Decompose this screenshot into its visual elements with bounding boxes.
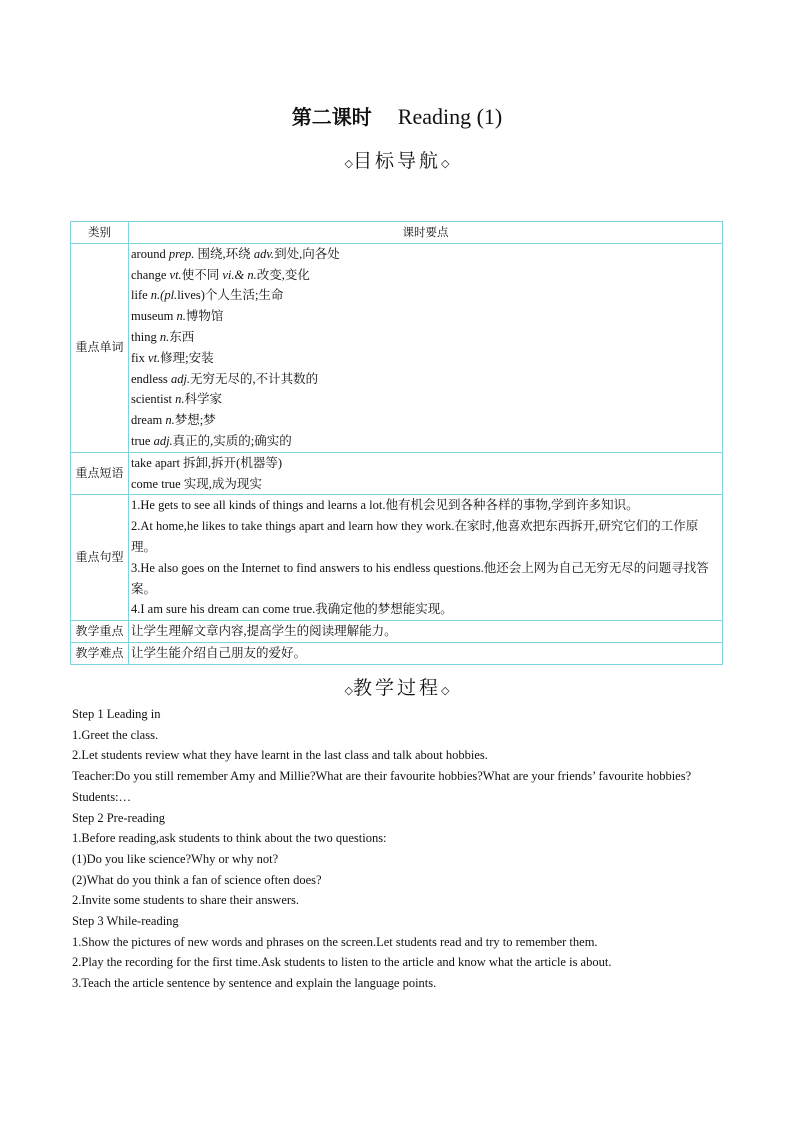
word-item: scientist n.科学家 — [131, 392, 222, 407]
words-list — [129, 243, 723, 452]
process-line: 1.Greet the class. — [72, 727, 159, 742]
sentence-item: 3.He also goes on the Internet to find answers to his endless questions.他还会上网为自己无穷无尽的问题寻找答案。 — [131, 560, 709, 596]
word-item: life n.(pl.lives)个人生活;生命 — [131, 288, 284, 303]
sentence-item: 2.At home,he likes to take things apart and learn how they work.在家时,他喜欢把东西拆开,研究它们的工作原理。 — [131, 519, 699, 554]
lesson-plan-table — [70, 221, 723, 665]
process-line: 2.Let students review what they have learnt in the last class and talk about hobbies. — [72, 748, 488, 763]
phrases-row — [71, 452, 723, 495]
process-line: 1.Show the pictures of new words and phrases on the screen.Let students read and try to remember them. — [72, 934, 598, 949]
word-item: change vt.使不同 vi.& n.改变,变化 — [131, 267, 310, 282]
diamond-icon: ◇ — [441, 684, 450, 697]
sentence-item: 4.I am sure his dream can come true.我确定他的梦想能实现。 — [131, 602, 453, 617]
sentences-list — [129, 495, 723, 621]
phrases-category: 重点短语 — [71, 452, 129, 495]
word-item: endless adj.无穷无尽的,不计其数的 — [131, 371, 319, 386]
process-line: (1)Do you like science?Why or why not? — [72, 851, 279, 866]
word-item: thing n.东西 — [131, 329, 195, 344]
words-category: 重点单词 — [71, 243, 129, 452]
process-line: Step 2 Pre-reading — [72, 810, 166, 825]
process-line: Step 1 Leading in — [72, 707, 161, 721]
process-line: 1.Before reading,ask students to think about the two questions: — [72, 831, 387, 846]
diamond-icon: ◇ — [441, 157, 450, 170]
process-line: 2.Invite some students to share their answers. — [72, 893, 300, 908]
process-line: 3.Teach the article sentence by sentence and explain the language points. — [72, 976, 437, 991]
process-line: Teacher:Do you still remember Amy and Millie?What are their favourite hobbies?What are your friends’ favourite hobbies? — [72, 769, 692, 784]
header-category: 类别 — [71, 222, 129, 244]
word-item: dream n.梦想;梦 — [131, 413, 216, 428]
word-item: around prep. 围绕,环绕 adv.到处,向各处 — [131, 246, 340, 261]
lesson-title-en: Reading (1) — [397, 104, 503, 129]
goal-heading — [0, 146, 794, 173]
difficulty-row — [71, 642, 723, 664]
process-heading-text: 教学过程 — [352, 677, 441, 699]
sentences-category: 重点句型 — [71, 495, 129, 621]
process-line: Students:… — [72, 789, 132, 804]
sentence-item: 1.He gets to see all kinds of things and learns a lot.他有机会见到各种各样的事物,学到许多知识。 — [131, 498, 639, 513]
header-points: 课时要点 — [129, 222, 723, 244]
lesson-title-cn: 第二课时 — [291, 105, 372, 129]
focus-category: 教学重点 — [71, 621, 129, 643]
lesson-title — [0, 102, 794, 132]
word-item: fix vt.修理;安装 — [131, 350, 214, 365]
goal-heading-text: 目标导航 — [352, 150, 441, 172]
process-line: (2)What do you think a fan of science often does? — [72, 872, 322, 887]
sentences-row — [71, 495, 723, 621]
difficulty-category: 教学难点 — [71, 642, 129, 664]
phrase-item: come true 实现,成为现实 — [131, 476, 262, 491]
phrases-list — [129, 452, 723, 495]
difficulty-text: 让学生能介绍自己朋友的爱好。 — [129, 642, 723, 664]
process-heading — [0, 673, 794, 700]
diamond-icon: ◇ — [344, 684, 353, 697]
diamond-icon: ◇ — [344, 157, 353, 170]
focus-row — [71, 621, 723, 643]
process-line: 2.Play the recording for the first time.Ask students to listen to the article and know what the article is about. — [72, 955, 612, 970]
words-row — [71, 243, 723, 452]
table-header-row — [71, 222, 723, 244]
focus-text: 让学生理解文章内容,提高学生的阅读理解能力。 — [129, 621, 723, 643]
word-item: true adj.真正的,实质的;确实的 — [131, 433, 292, 448]
word-item: museum n.博物馆 — [131, 309, 224, 324]
process-line: Step 3 While-reading — [72, 914, 179, 929]
teaching-process — [72, 704, 722, 994]
phrase-item: take apart 拆卸,拆开(机器等) — [131, 455, 283, 470]
